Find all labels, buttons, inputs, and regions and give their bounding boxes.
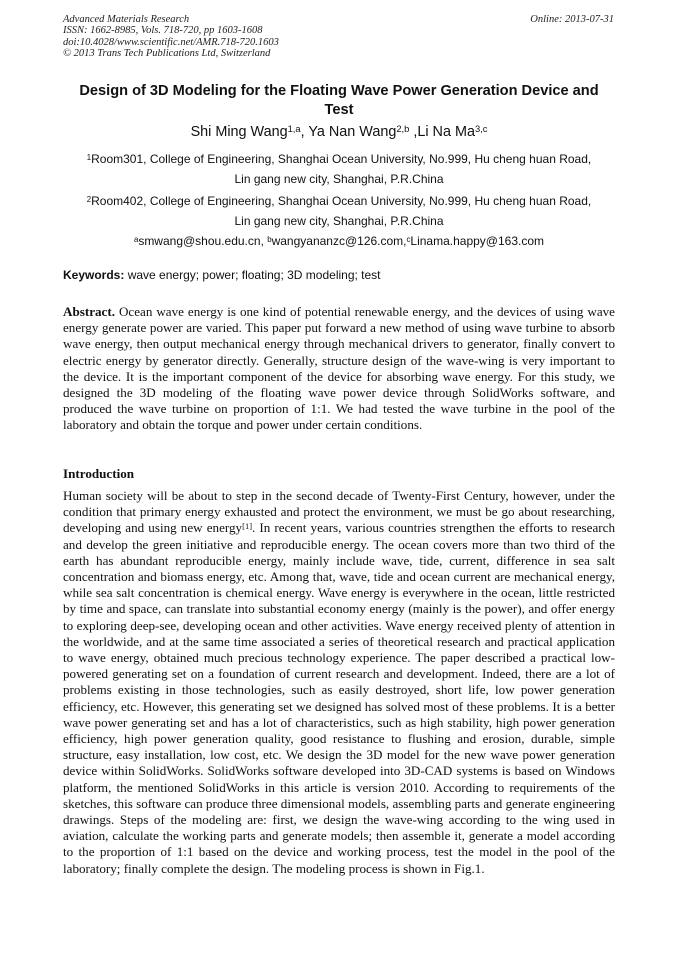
affiliation-text: Room301, College of Engineering, Shanghai Ocean University, No.999, Hu cheng huan Road, bbox=[91, 152, 592, 166]
citation-ref[interactable]: [1] bbox=[242, 520, 253, 531]
abstract-text: Ocean wave energy is one kind of potential renewable energy, and the devices of using wave energy generate power are varied. This paper put forward a new method of using wave turbine to absorb wave energy, then output mechanical energy through mechanical drivers to generator, finally convert to electric energy by generator directly. Generally, structure design of the wave-wing is very important to the device. It is the important component of the device for absorbing wave energy. For this study, we designed the 3D modeling of the floating wave power device through SolidWorks software, and produced the wave turbine on proportion of 1:1. We had tested the wave turbine in the pool of the laboratory and obtain the torque and power under certain conditions. bbox=[63, 304, 615, 433]
journal-header bbox=[63, 14, 463, 59]
doi-line: doi:10.4028/www.scientific.net/AMR.718-720.1603 bbox=[63, 36, 279, 48]
abstract bbox=[63, 304, 615, 434]
email-link[interactable]: smwang@shou.edu.cn, bbox=[138, 234, 268, 248]
email-sup: c bbox=[406, 234, 411, 244]
author-name: Shi Ming Wang bbox=[190, 124, 288, 140]
affiliation-1 bbox=[63, 149, 615, 189]
author-separator: , bbox=[409, 124, 418, 140]
affiliation-line bbox=[63, 149, 615, 169]
author-sup: 2,b bbox=[396, 123, 410, 134]
online-date: Online: 2013-07-31 bbox=[530, 14, 614, 25]
affiliation-line: Lin gang new city, Shanghai, P.R.China bbox=[234, 172, 444, 186]
issn-line: ISSN: 1662-8985, Vols. 718-720, pp 1603-1608 bbox=[63, 25, 263, 37]
author-list bbox=[63, 122, 615, 142]
author-name: Ya Nan Wang bbox=[308, 124, 397, 140]
email-link[interactable]: wangyananzc@126.com, bbox=[271, 234, 407, 248]
keywords-text: wave energy; power; floating; 3D modeling; test bbox=[127, 268, 381, 282]
abstract-label: Abstract. bbox=[63, 304, 115, 319]
intro-text: . In recent years, various countries strengthen the efforts to research and develop the green initiative and reproducible energy. The ocean covers more than two third of the earth has abundant reproducible energy, mainly include wave, tide, current, difference in sea salt concentration and biomass energy, etc. Among that, wave, tide and ocean current are mechanical energy, while sea salt concentration is chemical energy. Wave energy is everywhere in the ocean, little restricted by time and space, can translate into substantial economy energy (mainly is the power), and offer energy to exploring deep-see, developing ocean and other activities. Wave energy received plenty of attention in the worldwide, and at the same time associated a series of theoretical research and practical application to wave energy, obtained much precious technology experience. The paper described a practical low-powered generating set on a foundation of current research and development. Indeed, there are a lot of problems existing in those technologies, such as easily destroyed, short life, low power generation efficiency, etc. However, this generating set we designed has solved most of these problems. It is a better wave power generating set and has a lot of characteristics, such as high stability, high power generation efficiency, high power generation quality, good resistance to flushing and erosion, durable, simple structure, easy installation, low cost, etc. We design the 3D model for the new wave power generation device within SolidWorks. SolidWorks software developed into 3D-CAD systems is based on Windows platform, the mentioned SolidWorks in this article is version 2010. According to requirements of the sketches, this software can produce three dimensional models, assembling parts and generate engineering drawings. Steps of the modeling are: first, we design the wave-wing according to the wing used in aviation, calculate the working parts and generate models; then assemble it, generate a model according to the proportion of 1:1 based on the device and working process, test the model in the pool of the laboratory; finally complete the design. The modeling process is shown in Fig.1. bbox=[63, 520, 615, 876]
author-separator: , bbox=[300, 124, 309, 140]
email-link[interactable]: Linama.happy@163.com bbox=[410, 234, 545, 248]
affiliation-sup: 2 bbox=[86, 194, 92, 204]
affiliation-line bbox=[63, 191, 615, 211]
affiliation-text: Room402, College of Engineering, Shanghai Ocean University, No.999, Hu cheng huan Road, bbox=[91, 194, 592, 208]
affiliation-sup: 1 bbox=[86, 152, 92, 162]
email-sup: b bbox=[267, 234, 272, 244]
affiliation-2 bbox=[63, 191, 615, 231]
email-sup: a bbox=[133, 234, 139, 244]
author-name: Li Na Ma bbox=[417, 124, 475, 140]
email-list bbox=[63, 232, 615, 250]
affiliation-line: Lin gang new city, Shanghai, P.R.China bbox=[234, 214, 444, 228]
copyright-line: © 2013 Trans Tech Publications Ltd, Switzerland bbox=[63, 47, 271, 59]
author-sup: 3,c bbox=[474, 123, 488, 134]
keywords bbox=[63, 267, 615, 283]
introduction-body bbox=[63, 488, 615, 877]
journal-name: Advanced Materials Research bbox=[63, 14, 190, 25]
author-sup: 1,a bbox=[287, 123, 301, 134]
intro-text: Human society will be about to step in the second decade of Twenty-First Century, however, under the condition that primary energy exhausted and protect the environment, we must be go about researching, developing and using new energy bbox=[63, 488, 615, 536]
keywords-label: Keywords: bbox=[63, 268, 125, 282]
paper-title: Design of 3D Modeling for the Floating Wave Power Generation Device and Test bbox=[79, 83, 599, 118]
section-heading-introduction: Introduction bbox=[63, 466, 135, 481]
